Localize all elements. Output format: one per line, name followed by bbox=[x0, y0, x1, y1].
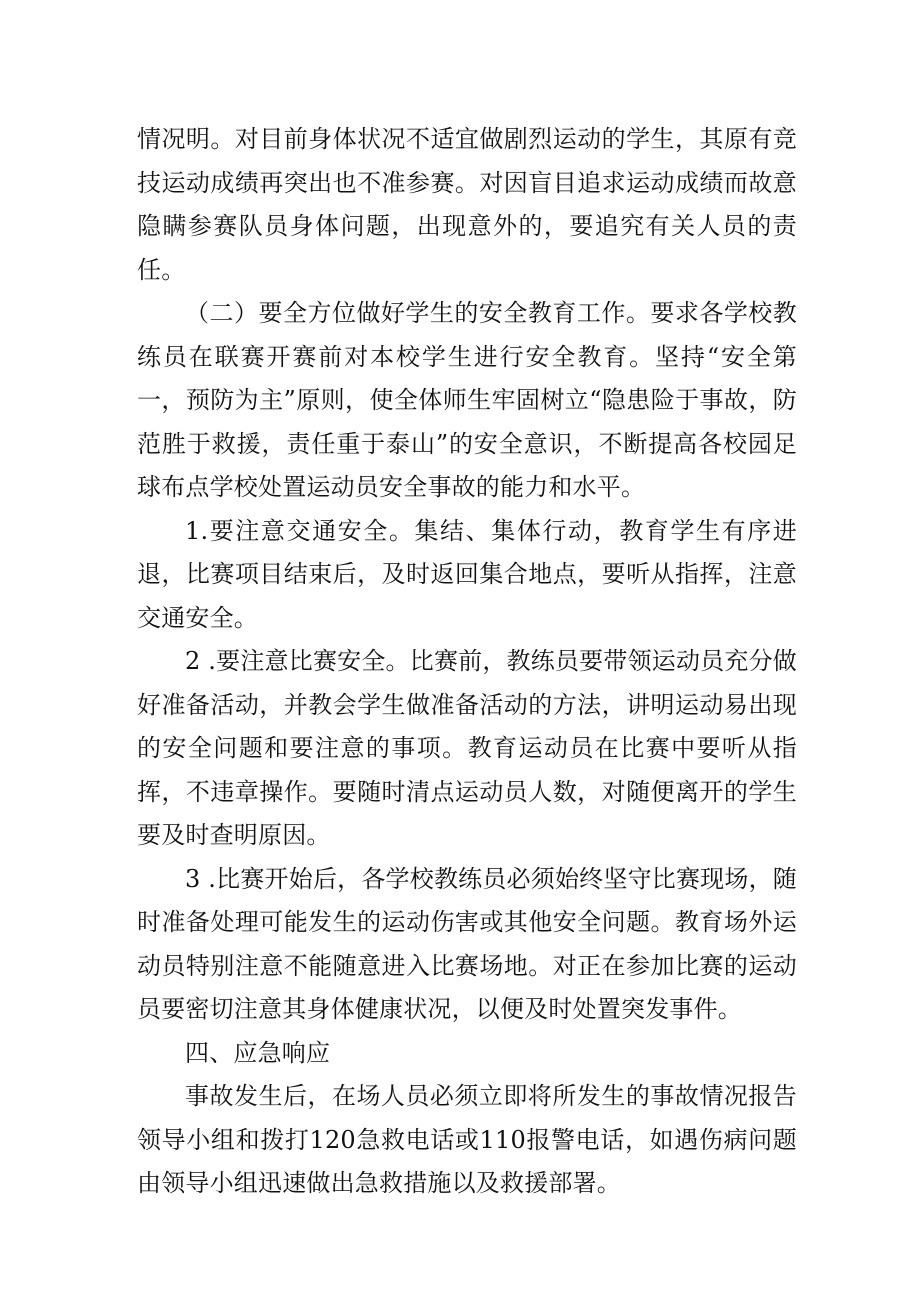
section-heading-emergency-response: 四、应急响应 bbox=[185, 1038, 331, 1067]
paragraph-after-match-start: 3 .比赛开始后，各学校教练员必须始终坚守比赛现场，随时准备处理可能发生的运动伤害或其他安全问题。教育场外运动员特别注意不能随意进入比赛场地。对正在参加比赛的运动员要密切注意其身体健康状况，以便及时处置突发事件。 bbox=[137, 864, 797, 1023]
paragraph-match-safety: 2 .要注意比赛安全。比赛前，教练员要带领运动员充分做好准备活动，并教会学生做准备活动的方法，讲明运动易出现的安全问题和要注意的事项。教育运动员在比赛中要听从指挥，不违章操作。要随时清点运动员人数，对随便离开的学生要及时查明原因。 bbox=[137, 647, 797, 849]
paragraph-safety-education: （二）要全方位做好学生的安全教育工作。要求各学校教练员在联赛开赛前对本校学生进行安全教育。坚持“安全第一，预防为主”原则，使全体师生牢固树立“隐患险于事故，防范胜于救援，责任重于泰山”的安全意识，不断提高各校园足球布点学校处置运动员安全事故的能力和水平。 bbox=[137, 299, 797, 501]
document-body bbox=[137, 118, 797, 1206]
paragraph-emergency-procedure: 事故发生后，在场人员必须立即将所发生的事故情况报告领导小组和拨打120急救电话或110报警电话，如遇伤病问题由领导小组迅速做出急救措施以及救援部署。 bbox=[137, 1082, 797, 1197]
paragraph-traffic-safety: 1.要注意交通安全。集结、集体行动，教育学生有序进退，比赛项目结束后，及时返回集合地点，要听从指挥，注意交通安全。 bbox=[137, 516, 797, 632]
paragraph-continuation: 情况明。对目前身体状况不适宜做剧烈运动的学生，其原有竞技运动成绩再突出也不准参赛。对因盲目追求运动成绩而故意隐瞒参赛队员身体问题，出现意外的，要追究有关人员的责任。 bbox=[137, 125, 797, 284]
